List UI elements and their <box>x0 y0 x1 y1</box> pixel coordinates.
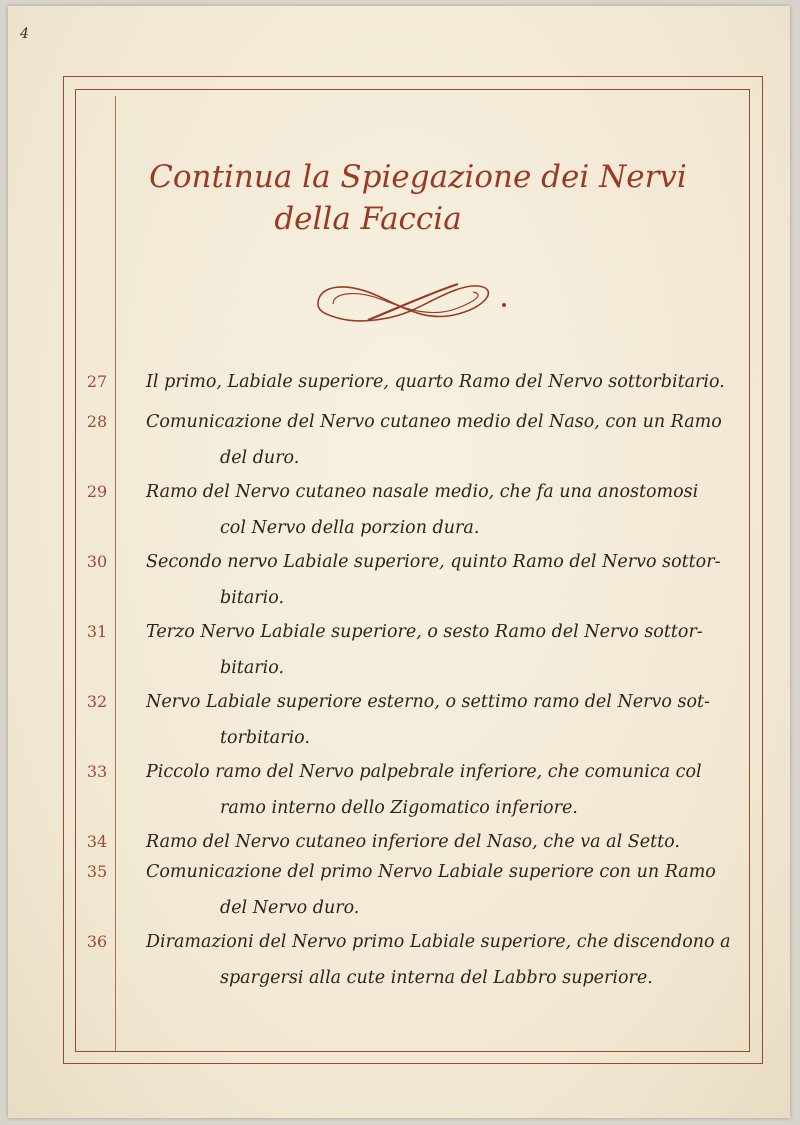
manuscript-page <box>8 6 790 1118</box>
entry-number: 29 <box>86 482 108 501</box>
page-title <box>128 156 728 240</box>
entry-number: 35 <box>86 862 108 881</box>
entry-text-line-2: del Nervo duro. <box>220 898 360 918</box>
entry-text-line-1: Nervo Labiale superiore esterno, o settimo ramo del Nervo sot- <box>146 692 710 712</box>
calligraphic-flourish-icon <box>308 274 518 334</box>
entry-number: 31 <box>86 622 108 641</box>
entry-text-line-2: bitario. <box>220 588 285 608</box>
entry-text-line-1: Comunicazione del primo Nervo Labiale superiore con un Ramo <box>146 862 716 882</box>
entry-number: 34 <box>86 832 108 851</box>
entry-number: 33 <box>86 762 108 781</box>
entry-text-line-2: torbitario. <box>220 728 310 748</box>
entry-text-line-1: Comunicazione del Nervo cutaneo medio del Naso, con un Ramo <box>146 412 722 432</box>
entry-text-line-1: Piccolo ramo del Nervo palpebrale inferiore, che comunica col <box>146 762 702 782</box>
entry-text-line-1: Ramo del Nervo cutaneo nasale medio, che fa una anostomosi <box>146 482 699 502</box>
entry-number: 27 <box>86 372 108 391</box>
entry-number: 36 <box>86 932 108 951</box>
entry-text-line-2: bitario. <box>220 658 285 678</box>
entry-text-line-1: Terzo Nervo Labiale superiore, o sesto Ramo del Nervo sottor- <box>146 622 703 642</box>
entry-text-line-1: Il primo, Labiale superiore, quarto Ramo del Nervo sottorbitario. <box>146 372 725 392</box>
page-number: 4 <box>20 26 29 42</box>
entry-text-line-1: Secondo nervo Labiale superiore, quinto Ramo del Nervo sottor- <box>146 552 721 572</box>
entry-text-line-2: col Nervo della porzion dura. <box>220 518 480 538</box>
entry-number: 32 <box>86 692 108 711</box>
entry-text-line-1: Diramazioni del Nervo primo Labiale superiore, che discendono a <box>146 932 731 952</box>
entry-text-line-2: del duro. <box>220 448 300 468</box>
title-line-1: Continua la Spiegazione dei Nervi <box>149 159 687 195</box>
margin-rule <box>115 96 116 1051</box>
entry-text-line-2: spargersi alla cute interna del Labbro superiore. <box>220 968 653 988</box>
entry-text-line-2: ramo interno dello Zigomatico inferiore. <box>220 798 578 818</box>
title-line-2: della Faccia <box>274 201 462 237</box>
entry-number: 30 <box>86 552 108 571</box>
entry-text-line-1: Ramo del Nervo cutaneo inferiore del Naso, che va al Setto. <box>146 832 680 852</box>
entry-number: 28 <box>86 412 108 431</box>
